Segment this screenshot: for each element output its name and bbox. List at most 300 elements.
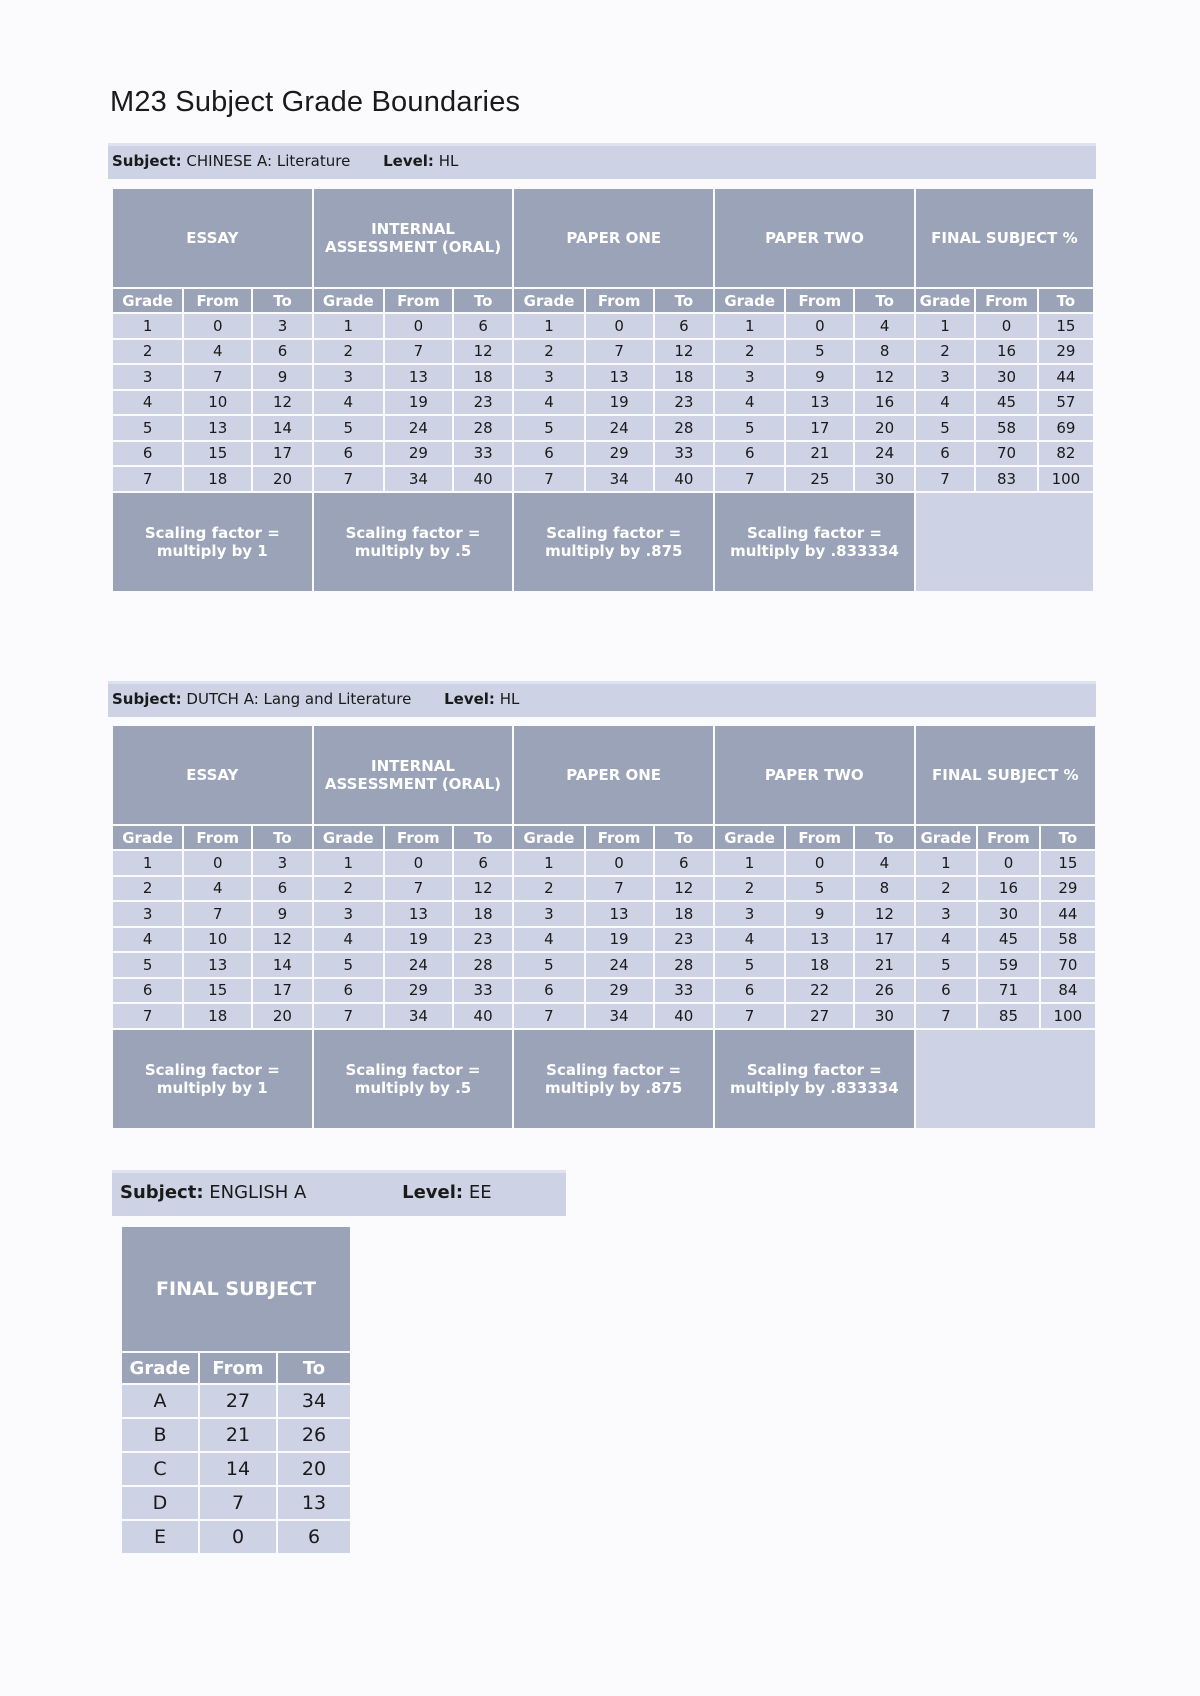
column-header-to: To [1039,289,1093,312]
table-cell: 5 [514,416,583,440]
table-cell: 45 [978,928,1039,952]
table-cell: 84 [1041,979,1095,1003]
table-cell: 5 [314,416,383,440]
table-cell: 3 [514,902,583,926]
table-row [122,1487,350,1519]
column-header-grade: Grade [715,289,784,312]
column-header-from: From [385,826,452,849]
table-cell: 100 [1039,467,1093,491]
table-cell: 27 [786,1004,853,1028]
table-cell: 45 [976,391,1037,415]
table-cell: 44 [1041,902,1095,926]
table-cell: 15 [184,442,251,466]
table-cell: 13 [586,365,653,389]
table-cell: 7 [314,467,383,491]
table-cell: 7 [715,1004,784,1028]
subject-level: EE [468,1182,492,1203]
table-cell: 5 [786,340,853,364]
table-cell: 9 [786,902,853,926]
column-header-grade: Grade [916,289,974,312]
table-cell: 1 [715,314,784,338]
table-row [113,979,1095,1003]
empty-cell [916,1030,1095,1128]
column-header-from: From [786,289,853,312]
table-cell: 100 [1041,1004,1095,1028]
table-cell: 3 [715,365,784,389]
table-cell: 0 [184,314,251,338]
subject-label: Subject: [112,152,182,170]
column-header-to: To [253,826,311,849]
table-cell: 15 [1039,314,1093,338]
table-cell: 44 [1039,365,1093,389]
table-cell: 18 [184,467,251,491]
table-cell: 4 [715,391,784,415]
table-cell: 3 [113,902,182,926]
table-cell: 3 [253,314,311,338]
table-cell: 13 [385,365,452,389]
grade-boundaries-table-dutch [111,724,1097,1130]
table-cell: 34 [385,467,452,491]
table-cell: 0 [184,851,251,875]
table-cell: 12 [253,391,311,415]
table-cell: 20 [253,1004,311,1028]
table-cell: 30 [855,1004,913,1028]
table-cell: 34 [586,467,653,491]
table-cell: 14 [253,953,311,977]
column-header-grade: Grade [113,826,182,849]
table-cell: 7 [385,877,452,901]
table-cell: 0 [976,314,1037,338]
table-cell: 4 [715,928,784,952]
table-cell: 10 [184,391,251,415]
table-cell: 8 [855,877,913,901]
page-title: M23 Subject Grade Boundaries [110,86,521,118]
table-cell: 13 [786,391,853,415]
table-cell: 6 [916,442,974,466]
table-cell: 29 [586,979,653,1003]
table-cell: 7 [184,365,251,389]
table-cell: 40 [655,1004,713,1028]
scaling-factor: Scaling factor = multiply by .875 [514,1030,713,1128]
table-cell: 0 [978,851,1039,875]
table-cell: 3 [314,365,383,389]
component-header: INTERNAL ASSESSMENT (ORAL) [314,726,513,824]
table-cell: 30 [978,902,1039,926]
column-header-to: To [1041,826,1095,849]
table-cell: 13 [184,953,251,977]
table-cell: 24 [586,416,653,440]
table-cell: 34 [586,1004,653,1028]
table-row [122,1385,350,1417]
table-cell: 30 [855,467,913,491]
table-cell: 0 [586,314,653,338]
table-cell: 6 [314,979,383,1003]
table-cell: 7 [916,467,974,491]
table-cell: 13 [586,902,653,926]
table-cell: 3 [715,902,784,926]
table-cell: 4 [184,340,251,364]
scaling-row [113,1030,1095,1128]
table-cell: 6 [113,442,182,466]
table-cell: 3 [253,851,311,875]
table-cell: 59 [978,953,1039,977]
table-cell: 4 [113,391,182,415]
table-cell: 1 [314,851,383,875]
table-cell: 83 [976,467,1037,491]
table-cell: 25 [786,467,853,491]
grade-boundaries-table-english [120,1225,352,1555]
table-cell: 17 [855,928,913,952]
table-cell: 82 [1039,442,1093,466]
table-cell: 26 [855,979,913,1003]
table-cell: 7 [314,1004,383,1028]
table-cell: 0 [200,1521,276,1553]
table-cell: 33 [454,979,512,1003]
component-header-row [113,189,1093,287]
table-row [113,953,1095,977]
column-header-grade: Grade [314,289,383,312]
table-cell: 19 [586,928,653,952]
table-cell: 2 [514,877,583,901]
scaling-factor: Scaling factor = multiply by .833334 [715,1030,914,1128]
table-cell: 7 [715,467,784,491]
table-cell: 28 [655,416,713,440]
table-cell: 5 [715,416,784,440]
table-cell: 24 [855,442,913,466]
table-cell: 2 [715,877,784,901]
table-cell: 29 [385,979,452,1003]
column-header-grade: Grade [113,289,182,312]
table-cell: 23 [454,391,512,415]
column-header-from: From [786,826,853,849]
table-cell: 2 [715,340,784,364]
column-header-from: From [385,289,452,312]
table-cell: 7 [916,1004,977,1028]
table-cell: 70 [1041,953,1095,977]
subject-label: Subject: [112,690,182,708]
table-cell: 21 [786,442,853,466]
table-cell: 10 [184,928,251,952]
table-cell: 28 [454,416,512,440]
table-cell: 7 [514,467,583,491]
table-cell: 40 [454,467,512,491]
grade-rows [122,1385,350,1553]
table-cell: 2 [314,340,383,364]
table-cell: 16 [978,877,1039,901]
table-row [113,928,1095,952]
table-cell: 27 [200,1385,276,1417]
table-row [113,391,1093,415]
column-header-grade: Grade [916,826,977,849]
table-cell: 16 [976,340,1037,364]
table-cell: 4 [855,851,913,875]
component-header-row [122,1227,350,1351]
table-cell: 6 [715,979,784,1003]
table-cell: 4 [184,877,251,901]
table-cell: 29 [586,442,653,466]
table-row [113,902,1095,926]
table-cell: 57 [1039,391,1093,415]
table-cell: 70 [976,442,1037,466]
table-cell: 13 [184,416,251,440]
column-header-grade: Grade [715,826,784,849]
scaling-factor: Scaling factor = multiply by .833334 [715,493,914,591]
table-cell: 5 [916,953,977,977]
level-label: Level: [444,690,495,708]
table-cell: B [122,1419,198,1451]
table-cell: 6 [655,314,713,338]
table-cell: 1 [514,314,583,338]
table-cell: 4 [514,928,583,952]
table-cell: 1 [314,314,383,338]
table-cell: 2 [113,340,182,364]
component-header: FINAL SUBJECT % [916,189,1093,287]
table-cell: 13 [278,1487,350,1519]
table-cell: 2 [916,877,977,901]
empty-cell [916,493,1093,591]
table-cell: 12 [855,365,913,389]
table-cell: 4 [514,391,583,415]
table-cell: 15 [1041,851,1095,875]
subject-header-chinese [108,143,1096,179]
component-header: INTERNAL ASSESSMENT (ORAL) [314,189,513,287]
table-cell: 9 [253,902,311,926]
table-cell: 18 [655,902,713,926]
table-cell: 6 [113,979,182,1003]
table-cell: 24 [586,953,653,977]
table-cell: 7 [200,1487,276,1519]
table-cell: 24 [385,953,452,977]
table-cell: 2 [514,340,583,364]
component-header: ESSAY [113,726,312,824]
column-header-from: From [586,826,653,849]
table-cell: 19 [385,928,452,952]
subject-header-english [112,1170,566,1216]
table-cell: 21 [855,953,913,977]
table-row [113,340,1093,364]
column-header-row [113,289,1093,312]
component-header: PAPER TWO [715,189,914,287]
scaling-factor: Scaling factor = multiply by .875 [514,493,713,591]
table-cell: 1 [113,851,182,875]
table-cell: 23 [454,928,512,952]
table-cell: 6 [314,442,383,466]
subject-name: DUTCH A: Lang and Literature [186,690,412,708]
column-header-from: From [184,826,251,849]
scaling-row [113,493,1093,591]
column-header-grade: Grade [514,826,583,849]
table-row [113,365,1093,389]
table-cell: 20 [253,467,311,491]
table-cell: 40 [454,1004,512,1028]
table-cell: 85 [978,1004,1039,1028]
column-header-to: To [454,826,512,849]
table-cell: 8 [855,340,913,364]
column-header-row [113,826,1095,849]
table-cell: 28 [454,953,512,977]
table-cell: 18 [454,902,512,926]
subject-name: CHINESE A: Literature [186,152,351,170]
table-cell: 1 [916,851,977,875]
table-cell: 34 [278,1385,350,1417]
table-cell: 9 [253,365,311,389]
table-cell: 17 [253,979,311,1003]
table-cell: 1 [916,314,974,338]
table-cell: 26 [278,1419,350,1451]
table-cell: 19 [385,391,452,415]
table-cell: 22 [786,979,853,1003]
table-cell: 7 [113,1004,182,1028]
component-header-row [113,726,1095,824]
table-cell: 18 [454,365,512,389]
scaling-factor: Scaling factor = multiply by .5 [314,493,513,591]
table-cell: 15 [184,979,251,1003]
subject-label: Subject: [120,1182,204,1203]
table-cell: 24 [385,416,452,440]
table-row [113,467,1093,491]
component-header: PAPER ONE [514,189,713,287]
table-cell: 0 [786,851,853,875]
table-cell: 23 [655,928,713,952]
table-cell: 4 [855,314,913,338]
table-row [122,1419,350,1451]
table-cell: 29 [1039,340,1093,364]
table-cell: 18 [184,1004,251,1028]
table-cell: C [122,1453,198,1485]
table-cell: 6 [253,877,311,901]
table-cell: 0 [586,851,653,875]
subject-level: HL [499,690,520,708]
table-cell: 2 [113,877,182,901]
table-cell: 29 [385,442,452,466]
table-cell: 3 [916,365,974,389]
table-cell: 6 [916,979,977,1003]
table-cell: 0 [385,314,452,338]
table-cell: 14 [253,416,311,440]
column-header-to: To [855,289,913,312]
column-header-grade: Grade [122,1353,198,1383]
table-cell: 6 [514,979,583,1003]
table-cell: 3 [916,902,977,926]
table-cell: 58 [976,416,1037,440]
table-cell: 12 [655,877,713,901]
table-cell: 6 [454,314,512,338]
table-cell: 7 [184,902,251,926]
table-row [113,314,1093,338]
table-cell: 5 [113,953,182,977]
table-cell: 0 [786,314,853,338]
table-cell: 40 [655,467,713,491]
table-cell: 34 [385,1004,452,1028]
table-cell: 4 [916,928,977,952]
table-cell: 6 [715,442,784,466]
component-header: ESSAY [113,189,312,287]
table-cell: 7 [113,467,182,491]
table-cell: 7 [514,1004,583,1028]
table-cell: 6 [655,851,713,875]
table-cell: 58 [1041,928,1095,952]
table-cell: 3 [514,365,583,389]
table-row [113,416,1093,440]
table-cell: 12 [655,340,713,364]
table-cell: 21 [200,1419,276,1451]
column-header-to: To [454,289,512,312]
component-header: PAPER ONE [514,726,713,824]
column-header-to: To [253,289,311,312]
column-header-from: From [200,1353,276,1383]
level-label: Level: [383,152,434,170]
table-cell: 17 [253,442,311,466]
column-header-to: To [655,289,713,312]
level-label: Level: [402,1182,464,1203]
table-cell: 33 [655,979,713,1003]
subject-name: ENGLISH A [209,1182,307,1203]
table-cell: A [122,1385,198,1417]
table-cell: 20 [855,416,913,440]
table-cell: 4 [314,391,383,415]
table-row [113,851,1095,875]
column-header-grade: Grade [314,826,383,849]
grade-boundaries-table-chinese [111,187,1095,593]
table-cell: 30 [976,365,1037,389]
table-cell: 4 [113,928,182,952]
table-cell: E [122,1521,198,1553]
column-header-to: To [278,1353,350,1383]
table-cell: 1 [715,851,784,875]
table-cell: 33 [655,442,713,466]
component-header: PAPER TWO [715,726,914,824]
table-cell: 1 [514,851,583,875]
table-cell: 5 [715,953,784,977]
column-header-from: From [586,289,653,312]
table-row [122,1453,350,1485]
table-cell: 4 [916,391,974,415]
scaling-factor: Scaling factor = multiply by .5 [314,1030,513,1128]
subject-header-dutch [108,681,1096,717]
table-cell: 7 [385,340,452,364]
table-cell: 69 [1039,416,1093,440]
grade-rows [113,851,1095,1028]
table-cell: 12 [855,902,913,926]
table-cell: 18 [786,953,853,977]
table-cell: 18 [655,365,713,389]
column-header-from: From [976,289,1037,312]
table-cell: 5 [113,416,182,440]
table-cell: 9 [786,365,853,389]
table-cell: 29 [1041,877,1095,901]
grade-rows [113,314,1093,491]
table-row [113,1004,1095,1028]
table-cell: 6 [278,1521,350,1553]
table-cell: 3 [314,902,383,926]
table-cell: 6 [514,442,583,466]
component-header: FINAL SUBJECT [122,1227,350,1351]
table-cell: 2 [916,340,974,364]
table-row [113,442,1093,466]
subject-level: HL [438,152,459,170]
table-cell: 71 [978,979,1039,1003]
table-cell: 6 [454,851,512,875]
table-cell: 7 [586,877,653,901]
table-cell: 7 [586,340,653,364]
column-header-grade: Grade [514,289,583,312]
column-header-to: To [655,826,713,849]
table-cell: 5 [916,416,974,440]
table-cell: 5 [514,953,583,977]
table-cell: 13 [786,928,853,952]
table-cell: 20 [278,1453,350,1485]
table-cell: 5 [786,877,853,901]
